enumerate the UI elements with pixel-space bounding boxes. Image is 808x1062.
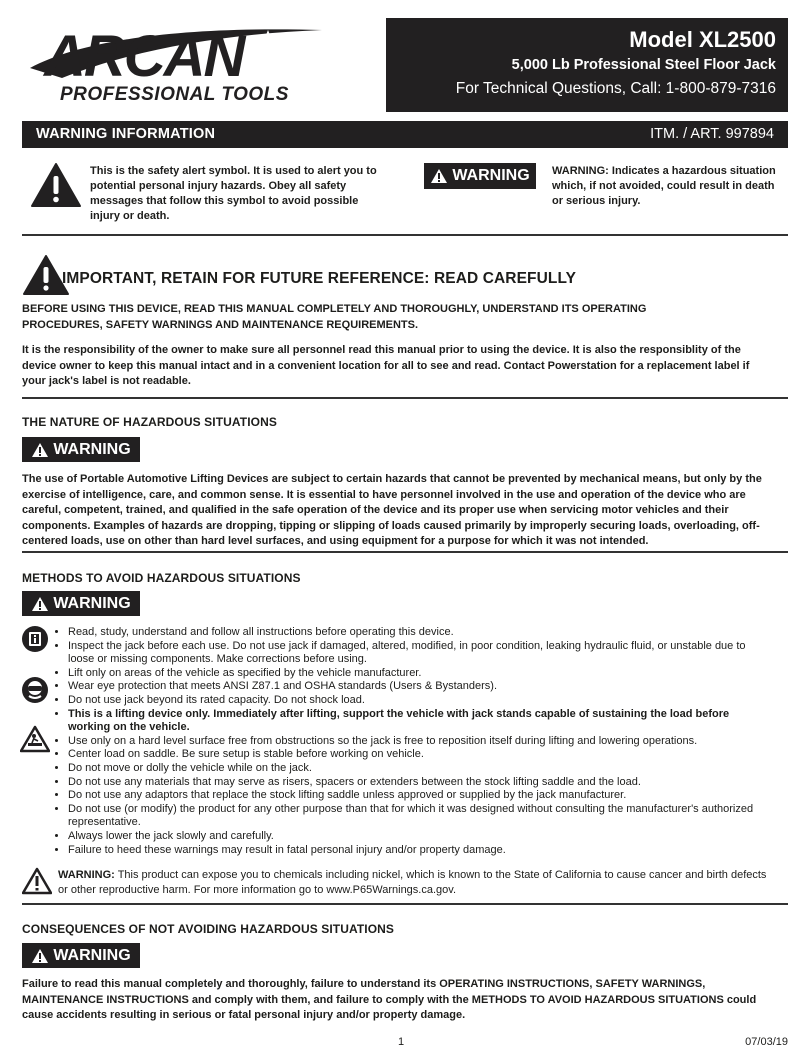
divider (22, 551, 788, 553)
list-item: • Center load on saddle. Be sure setup is stable before working on vehicle. (68, 748, 772, 762)
methods-list (52, 626, 772, 857)
list-item: • Do not use any adaptors that replace the stock lifting saddle unless approved or supplied by the jack manufacturer. (68, 789, 772, 803)
list-item: • Do not use (or modify) the product for any other purpose than that for which it was designed without consulting the manufacturer's authorized representative. (68, 803, 772, 830)
eye-protection-icon (22, 677, 48, 703)
safety-alert-text: This is the safety alert symbol. It is used to alert you to potential personal injury hazards. Obey all safety messages that follow this symbol to avoid possible injury or death. (90, 165, 377, 222)
list-item: • This is a lifting device only. Immediately after lifting, support the vehicle with jack stands capable of sustaining the load before working on the vehicle. (68, 708, 772, 735)
warning-triangle-icon (31, 442, 49, 458)
revision-date: 07/03/19 (745, 1036, 788, 1048)
warning-badge-label: WARNING (53, 440, 131, 458)
nature-title: THE NATURE OF HAZARDOUS SITUATIONS (22, 415, 277, 429)
prop65-text: This product can expose you to chemicals including nickel, which is known to the State of California to cause cancer and birth defects or other reproductive harm. For more information go to www.P65Warnings.ca.gov. (58, 869, 767, 896)
crush-hazard-icon (20, 725, 50, 753)
list-item: • Use only on a hard level surface free from obstructions so the jack is free to reposition itself during lifting and lowering operations. (68, 735, 772, 749)
prop65-warning-icon (22, 867, 52, 895)
tech-support-line: For Technical Questions, Call: 1-800-879-7316 (455, 80, 776, 97)
prop65-notice (58, 868, 770, 898)
warning-badge-label: WARNING (452, 167, 530, 184)
logo-brand-text: ARCAN (44, 24, 244, 89)
warning-signal-badge (424, 163, 536, 189)
list-item: • Read, study, understand and follow all instructions before operating this device. (68, 626, 772, 640)
list-item: • Wear eye protection that meets ANSI Z87.1 and OSHA standards (Users & Bystanders). (68, 680, 772, 694)
list-item: • Do not move or dolly the vehicle while on the jack. (68, 762, 772, 776)
logo-sub-text: PROFESSIONAL TOOLS (60, 84, 289, 104)
consequences-warning-badge (22, 943, 140, 968)
divider (22, 397, 788, 399)
list-item: • Inspect the jack before each use. Do not use jack if damaged, altered, modified, in poor condition, leaking hydraulic fluid, or unstable due to loose or missing components. Make corrections before using. (68, 640, 772, 667)
methods-title: METHODS TO AVOID HAZARDOUS SITUATIONS (22, 571, 301, 585)
list-item: • Lift only on areas of the vehicle as specified by the vehicle manufacturer. (68, 667, 772, 681)
nature-warning-badge (22, 437, 140, 462)
methods-warning-badge (22, 591, 140, 616)
divider (22, 234, 788, 236)
list-item: • Do not use jack beyond its rated capacity. Do not shock load. (68, 694, 772, 708)
warning-info-bar (22, 121, 788, 148)
product-name: 5,000 Lb Professional Steel Floor Jack (511, 57, 776, 73)
list-item: • Failure to heed these warnings may result in fatal personal injury and/or property damage. (68, 844, 772, 858)
safety-alert-icon (30, 162, 82, 208)
warning-badge-label: WARNING (53, 594, 131, 612)
prop65-label: WARNING: (58, 869, 115, 881)
important-title: IMPORTANT, RETAIN FOR FUTURE REFERENCE: READ CAREFULLY (62, 270, 577, 287)
arcan-logo (22, 20, 352, 104)
read-manual-icon (22, 626, 48, 652)
warning-triangle-icon (31, 948, 49, 964)
nature-text: The use of Portable Automotive Lifting Devices are subject to certain hazards that cannot be prevented by mechanical means, but only by the exercise of intelligence, care, and common sense. It is essential to have personnel involved in the use and operation of the device who are careful, competent, trained, and qualified in the safe operation of the device and its proper use when servicing motor vehicles and their components. Examples of hazards are dropping, tipping or slipping of loads caused primarily by improperly securing loads, overloading, off-centered loads, use on other than hard level surfaces, and using equipment for a purpose for which it was not intended. (22, 473, 762, 547)
important-paragraph-2: It is the responsibility of the owner to make sure all personnel read this manual prior to using the device. It is also the responsiblity of the device owner to keep this manual intact and in a convenient location for all to see and read. Contact Powerstation for a replacement label if your jack's label is not readable. (22, 344, 750, 387)
important-paragraph-1: BEFORE USING THIS DEVICE, READ THIS MANUAL COMPLETELY AND THOROUGHLY, UNDERSTAND ITS OPERATING PROCEDURES, SAFETY WARNINGS AND MAINTENANCE REQUIREMENTS. (22, 303, 647, 331)
warning-info-title: WARNING INFORMATION (36, 126, 216, 142)
warning-triangle-icon (31, 596, 49, 612)
list-item: • Always lower the jack slowly and carefully. (68, 830, 772, 844)
consequences-text: Failure to read this manual completely and thoroughly, failure to understand its OPERATING INSTRUCTIONS, SAFETY WARNINGS, MAINTENANCE INSTRUCTIONS and comply with them, and failure to comply with the METHODS TO AVOID HAZARDOUS SITUATIONS could cause accidents resulting in serious or fatal personal injury and/or property damage. (22, 978, 757, 1021)
list-item: • Do not use any materials that may serve as risers, spacers or extenders between the stock lifting saddle and the load. (68, 776, 772, 790)
consequences-title: CONSEQUENCES OF NOT AVOIDING HAZARDOUS SITUATIONS (22, 922, 395, 936)
warning-badge-label: WARNING (53, 946, 131, 964)
model-title: Model XL2500 (629, 27, 776, 52)
warning-definition-text: WARNING: Indicates a hazardous situation which, if not avoided, could result in death or serious injury. (552, 165, 776, 207)
divider (22, 903, 788, 905)
warning-triangle-icon (430, 168, 448, 184)
model-header-box (386, 18, 788, 112)
item-number: ITM. / ART. 997894 (650, 126, 774, 142)
page-number: 1 (398, 1036, 405, 1048)
